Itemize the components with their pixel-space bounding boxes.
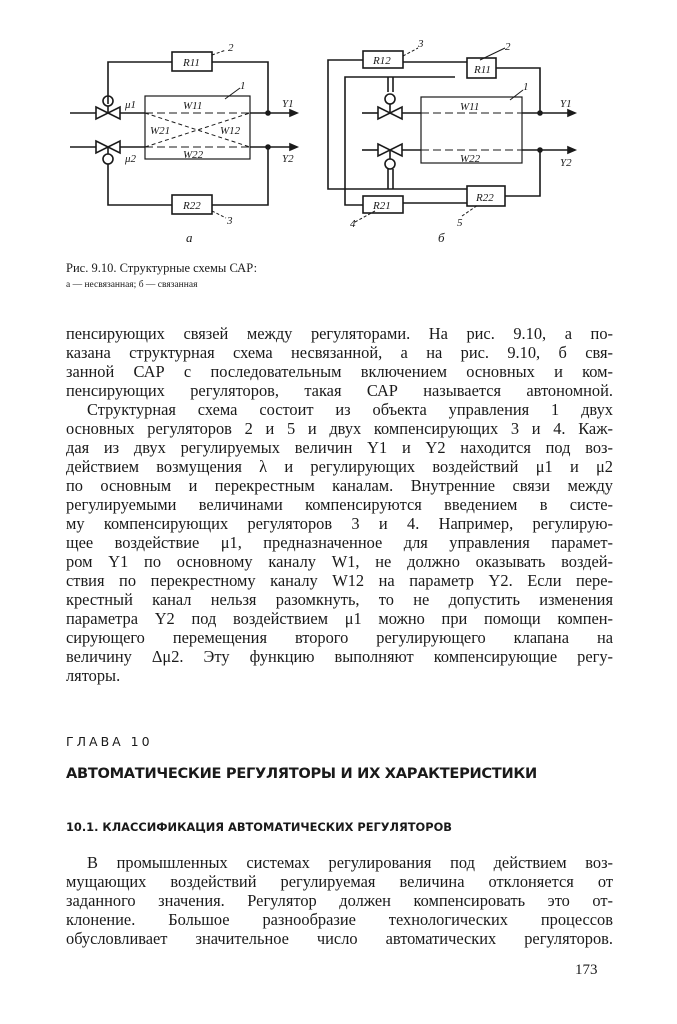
- text-line: занной САР с последовательным включением основных и ком-: [66, 362, 613, 381]
- chapter-title: АВТОМАТИЧЕСКИЕ РЕГУЛЯТОРЫ И ИХ ХАРАКТЕРИСТИКИ: [66, 765, 537, 782]
- text-line: дая из двух регулируемых величин Y1 и Y2 находится под воз-: [66, 438, 613, 457]
- text-line: ствия по перекрестному каналу W12 на параметр Y2. Если пере-: [66, 571, 613, 590]
- section-title: 10.1. КЛАССИФИКАЦИЯ АВТОМАТИЧЕСКИХ РЕГУЛЯТОРОВ: [66, 820, 452, 834]
- label-1: 1: [240, 80, 246, 92]
- text-line: клонение. Большое разнообразие технологических процессов: [66, 910, 613, 929]
- label-mu1: μ1: [125, 99, 137, 111]
- text-line: ром Y1 по основному каналу W1, не должно оказывать воздей-: [66, 552, 613, 571]
- label-R22: R22: [183, 200, 201, 212]
- label-W22: W22: [460, 153, 481, 165]
- text-line: параметра Y2 под воздействием μ1 можно при помощи компен-: [66, 609, 613, 628]
- label-a: а: [186, 230, 193, 245]
- text-line: крестный канал нельзя разомкнуть, то не допустить изменения: [66, 590, 613, 609]
- body-text-1: [66, 324, 613, 685]
- text-line: мущающих воздействий регулируемая величина отклоняется от: [66, 872, 613, 891]
- label-R12: R12: [373, 55, 391, 67]
- label-R21: R21: [373, 200, 391, 212]
- label-mu2: μ2: [125, 153, 137, 165]
- diagram-a: [70, 42, 297, 245]
- text-line: пенсирующих регуляторов, такая САР называется автономной.: [66, 381, 613, 400]
- label-3: 3: [418, 38, 424, 50]
- text-line: регулируемыми величинами компенсируются введением в систе-: [66, 495, 613, 514]
- actuator-2-icon: [385, 159, 395, 169]
- text-line: щее воздействие μ1, предназначенное для управления парамет-: [66, 533, 613, 552]
- label-1: 1: [523, 81, 529, 93]
- text-line: пенсирующих связей между регуляторами. На рис. 9.10, а по-: [66, 324, 613, 343]
- label-W11: W11: [460, 101, 480, 113]
- figure-caption: Рис. 9.10. Структурные схемы САР:: [66, 261, 258, 275]
- actuator-2-icon: [103, 154, 113, 164]
- text-line: Структурная схема состоит из объекта управления 1 двух: [87, 400, 613, 419]
- label-Y2: Y2: [560, 157, 572, 169]
- label-Y1: Y1: [560, 98, 572, 110]
- label-R11: R11: [183, 57, 200, 69]
- label-R22: R22: [476, 192, 494, 204]
- text-line: заданного значения. Регулятор должен компенсировать это от-: [66, 891, 613, 910]
- figure-caption-sub: а — несвязанная; б — связанная: [66, 280, 198, 290]
- text-line: по основным и перекрестным каналам. Внутренние связи между: [66, 476, 613, 495]
- text-line: В промышленных системах регулирования под действием воз-: [87, 853, 613, 872]
- label-W12: W12: [220, 125, 241, 137]
- label-R11: R11: [474, 64, 491, 76]
- label-Y1: Y1: [282, 98, 294, 110]
- page-number: 173: [575, 962, 598, 978]
- label-b: б: [438, 230, 445, 245]
- text-line: му компенсирующих регуляторов 3 и 4. Например, регулирую-: [66, 514, 613, 533]
- text-line: обусловливает значительное число автоматических регуляторов.: [66, 929, 613, 948]
- body-text-2: [66, 853, 613, 948]
- chapter-label: ГЛАВА 10: [66, 734, 153, 749]
- label-4: 4: [350, 218, 356, 230]
- text-line: сирующего перемещения второго регулирующего клапана на: [66, 628, 613, 647]
- label-W22: W22: [183, 149, 204, 161]
- label-Y2: Y2: [282, 153, 294, 165]
- text-line: величину Δμ2. Эту функцию выполняют компенсирующие регу-: [66, 647, 613, 666]
- text-line: основных регуляторов 2 и 5 и двух компенсирующих 3 и 4. Каж-: [66, 419, 613, 438]
- text-line: ляторы.: [66, 666, 121, 685]
- label-W11: W11: [183, 100, 203, 112]
- label-2: 2: [228, 42, 234, 54]
- label-3: 3: [227, 215, 233, 227]
- text-line: казана структурная схема несвязанной, а на рис. 9.10, б свя-: [66, 343, 613, 362]
- text-line: действием возмущения λ и регулирующих воздействий μ1 и μ2: [66, 457, 613, 476]
- label-2: 2: [505, 41, 511, 53]
- diagram-b: [328, 38, 575, 245]
- figure-9-10: [0, 0, 677, 300]
- label-W21: W21: [150, 125, 171, 137]
- actuator-1-icon: [385, 94, 395, 104]
- label-5: 5: [457, 217, 463, 229]
